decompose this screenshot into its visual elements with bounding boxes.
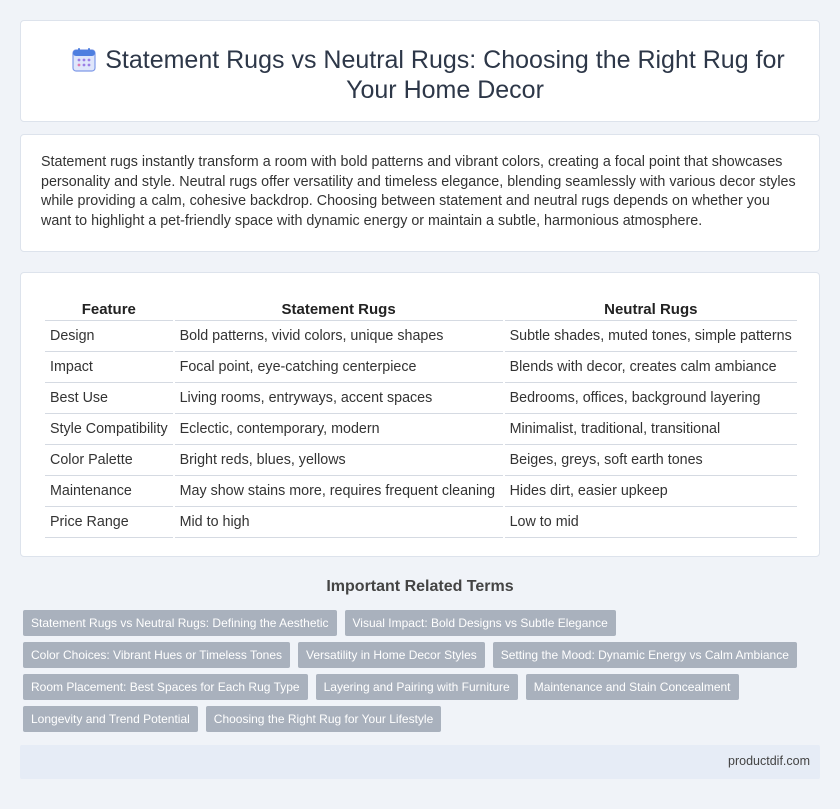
table-cell: Low to mid <box>505 507 797 538</box>
footer-site-link[interactable]: productdif.com <box>728 754 810 768</box>
related-term-tag[interactable]: Room Placement: Best Spaces for Each Rug Type <box>23 674 308 700</box>
related-term-tag[interactable]: Visual Impact: Bold Designs vs Subtle Elegance <box>345 610 616 636</box>
table-cell: May show stains more, requires frequent cleaning <box>175 476 503 507</box>
table-row <box>45 507 797 538</box>
table-row <box>45 476 797 507</box>
related-term-tag[interactable]: Longevity and Trend Potential <box>23 706 198 732</box>
table-cell: Hides dirt, easier upkeep <box>505 476 797 507</box>
table-row <box>45 321 797 352</box>
related-term-tag[interactable]: Statement Rugs vs Neutral Rugs: Defining the Aesthetic <box>23 610 337 636</box>
comparison-table-card <box>20 272 820 557</box>
related-term-tag[interactable]: Color Choices: Vibrant Hues or Timeless Tones <box>23 642 290 668</box>
table-row <box>45 383 797 414</box>
footer <box>20 745 820 779</box>
table-cell: Impact <box>45 352 173 383</box>
related-terms-heading: Important Related Terms <box>326 578 514 595</box>
table-row <box>45 414 797 445</box>
table-cell: Color Palette <box>45 445 173 476</box>
table-cell: Bright reds, blues, yellows <box>175 445 503 476</box>
table-cell: Best Use <box>45 383 173 414</box>
table-cell: Bedrooms, offices, background layering <box>505 383 797 414</box>
table-row <box>45 352 797 383</box>
table-cell: Mid to high <box>175 507 503 538</box>
table-cell: Subtle shades, muted tones, simple patterns <box>505 321 797 352</box>
table-cell: Bold patterns, vivid colors, unique shapes <box>175 321 503 352</box>
related-terms-list <box>23 610 803 732</box>
table-cell: Price Range <box>45 507 173 538</box>
intro-paragraph: Statement rugs instantly transform a room with bold patterns and vibrant colors, creating a focal point that showcases personality and style. Neutral rugs offer versatility and timeless elegance, blending seamlessly with various decor styles while providing a calm, cohesive backdrop. Choosing between statement and neutral rugs depends on whether you want to highlight a pet-friendly space with dynamic energy or maintain a subtle, harmonious atmosphere. <box>41 154 796 229</box>
table-cell: Eclectic, contemporary, modern <box>175 414 503 445</box>
table-cell: Minimalist, traditional, transitional <box>505 414 797 445</box>
comparison-table <box>43 295 799 538</box>
column-header-statement: Statement Rugs <box>175 295 503 321</box>
related-term-tag[interactable]: Setting the Mood: Dynamic Energy vs Calm Ambiance <box>493 642 797 668</box>
table-cell: Design <box>45 321 173 352</box>
related-term-tag[interactable]: Layering and Pairing with Furniture <box>316 674 518 700</box>
related-term-tag[interactable]: Maintenance and Stain Concealment <box>526 674 739 700</box>
table-cell: Beiges, greys, soft earth tones <box>505 445 797 476</box>
table-cell: Focal point, eye-catching centerpiece <box>175 352 503 383</box>
intro-card <box>20 134 820 252</box>
page-title: Statement Rugs vs Neutral Rugs: Choosing the Right Rug for Your Home Decor <box>105 46 785 104</box>
column-header-feature: Feature <box>45 295 173 321</box>
table-cell: Maintenance <box>45 476 173 507</box>
related-term-tag[interactable]: Versatility in Home Decor Styles <box>298 642 485 668</box>
table-cell: Style Compatibility <box>45 414 173 445</box>
table-header-row <box>45 295 797 321</box>
related-term-tag[interactable]: Choosing the Right Rug for Your Lifestyle <box>206 706 441 732</box>
table-row <box>45 445 797 476</box>
title-card <box>20 20 820 122</box>
column-header-neutral: Neutral Rugs <box>505 295 797 321</box>
table-cell: Living rooms, entryways, accent spaces <box>175 383 503 414</box>
table-cell: Blends with decor, creates calm ambiance <box>505 352 797 383</box>
